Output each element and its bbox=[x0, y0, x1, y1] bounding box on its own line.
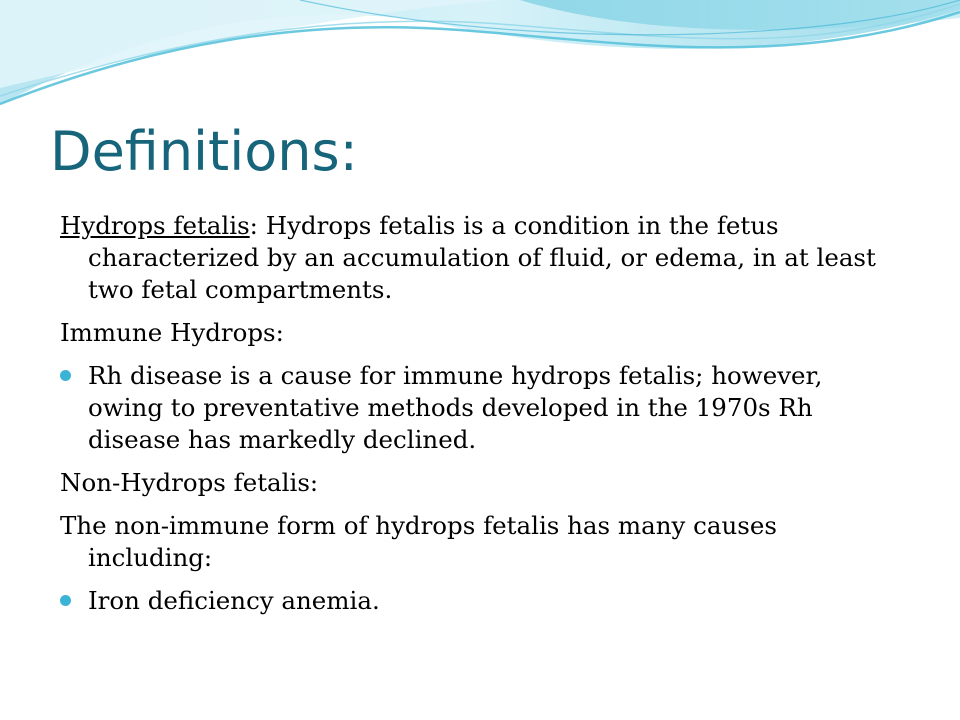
non-immune-bullet-text: Iron deficiency anemia. bbox=[88, 586, 380, 615]
hydrops-definition-text: : Hydrops fetalis is a condition in the fetus characterized by an accumulation of fluid, or edema, in at least two fetal compartments. bbox=[88, 211, 876, 304]
slide-title: Definitions: bbox=[50, 120, 358, 183]
immune-bullet-item bbox=[60, 360, 900, 456]
non-immune-text: The non-immune form of hydrops fetalis has many causes including: bbox=[60, 511, 777, 572]
bullet-dot-icon bbox=[60, 595, 71, 606]
immune-hydrops-heading: Immune Hydrops: bbox=[60, 318, 284, 347]
immune-bullet-text: Rh disease is a cause for immune hydrops fetalis; however, owing to preventative methods developed in the 1970s Rh disease has markedly declined. bbox=[88, 361, 823, 454]
slide-body bbox=[60, 210, 900, 628]
decorative-wave-header bbox=[0, 0, 960, 130]
bullet-dot-icon bbox=[60, 370, 71, 381]
non-immune-bullet-item bbox=[60, 585, 900, 617]
non-hydrops-heading: Non-Hydrops fetalis: bbox=[60, 468, 319, 497]
hydrops-definition bbox=[60, 210, 900, 306]
hydrops-term: Hydrops fetalis bbox=[60, 211, 250, 240]
